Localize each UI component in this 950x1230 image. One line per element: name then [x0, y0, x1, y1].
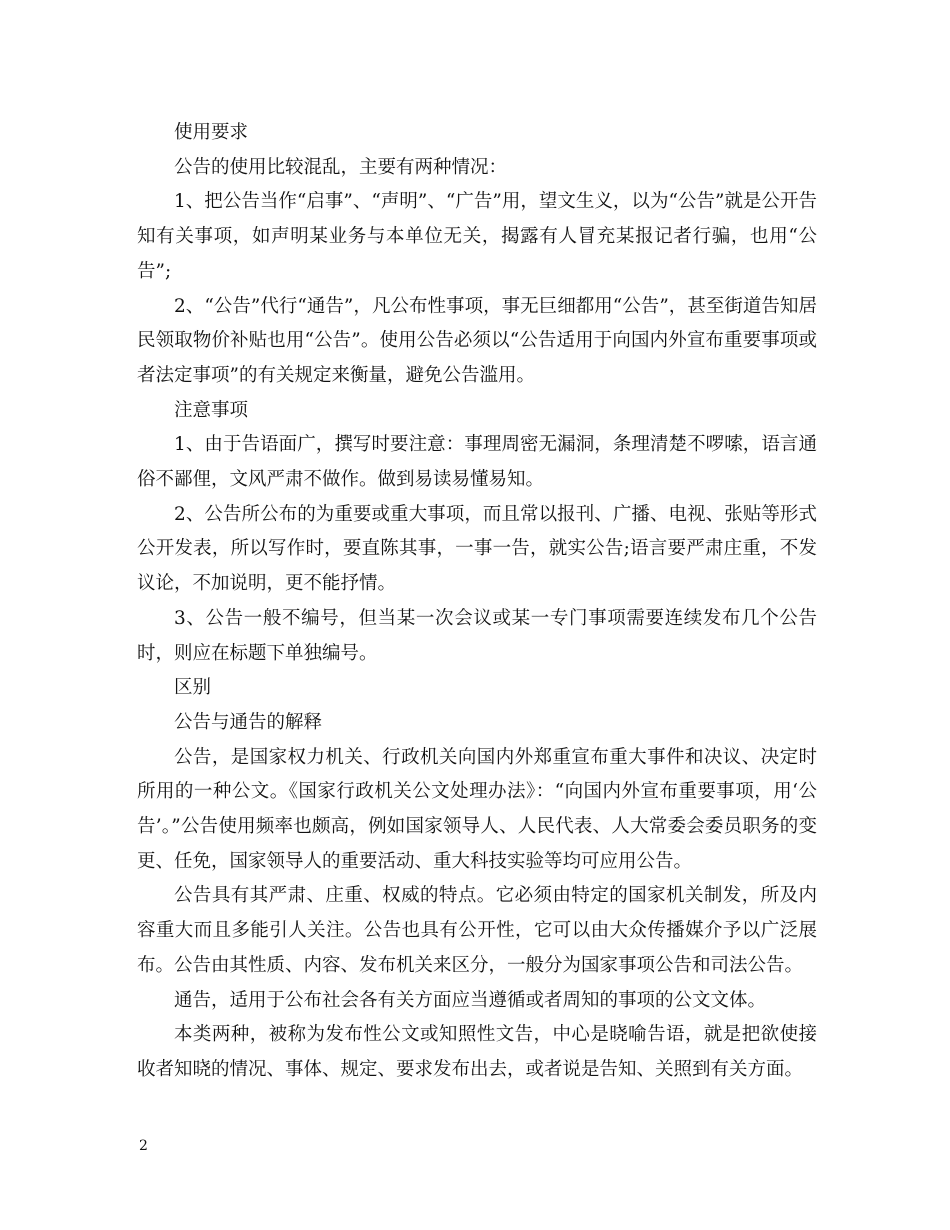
page-number: 2: [139, 1138, 148, 1154]
section-heading: 使用要求: [174, 122, 249, 143]
paragraph: 公告具有其严肃、庄重、权威的特点。它必须由特定的国家机关制发，所及内容重大而且多能引人关注。公告也具有公开性，它可以由大众传播媒介予以广泛展布。公告由其性质、内容、发布机关来区分，一般分为国家事项公告和司法公告。: [137, 885, 817, 976]
paragraph: 2、公告所公布的为重要或重大事项，而且常以报刊、广播、电视、张贴等形式公开发表，所以写作时，要直陈其事，一事一告，就实公告;语言要严肃庄重，不发议论，不加说明，更不能抒情。: [137, 503, 817, 595]
document-body: [137, 116, 817, 1088]
section-heading: 注意事项: [174, 399, 249, 421]
paragraph: 1、把公告当作“启事”、“声明”、“广告”用，望文生义，以为“公告”就是公开告知有关事项，如声明某业务与本单位无关，揭露有人冒充某报记者行骗，也用“公告”;: [137, 191, 817, 282]
paragraph: 公告的使用比较混乱，主要有两种情况：: [174, 156, 508, 178]
paragraph: 公告，是国家权力机关、行政机关向国内外郑重宣布重大事件和决议、决定时所用的一种公文。《国家行政机关公文处理办法》：“向国内外宣布重要事项，用‘公告’。”公告使用频率也颇高，例如国家领导人、人民代表、人大常委会委员职务的变更、任免，国家领导人的重要活动、重大科技实验等均可应用公告。: [137, 746, 817, 872]
section-heading: 区别: [174, 677, 212, 699]
paragraph: 本类两种，被称为发布性公文或知照性文告，中心是晓喻告语，就是把欲使接收者知晓的情况、事体、规定、要求发布出去，或者说是告知、关照到有关方面。: [137, 1024, 817, 1080]
paragraph: 2、“公告”代行“通告”，凡公布性事项，事无巨细都用“公告”，甚至街道告知居民领取物价补贴也用“公告”。使用公告必须以“公告适用于向国内外宣布重要事项或者法定事项”的有关规定来衡量，避免公告滥用。: [137, 295, 817, 386]
paragraph: 1、由于告语面广，撰写时要注意：事理周密无漏洞，条理清楚不啰嗦，语言通俗不鄙俚，文风严肃不做作。做到易读易懂易知。: [137, 434, 817, 491]
section-subheading: 公告与通告的解释: [174, 711, 323, 733]
paragraph: 通告，适用于公布社会各有关方面应当遵循或者周知的事项的公文文体。: [174, 989, 767, 1011]
paragraph: 3、公告一般不编号，但当某一次会议或某一专门事项需要连续发布几个公告时，则应在标题下单独编号。: [137, 607, 817, 664]
